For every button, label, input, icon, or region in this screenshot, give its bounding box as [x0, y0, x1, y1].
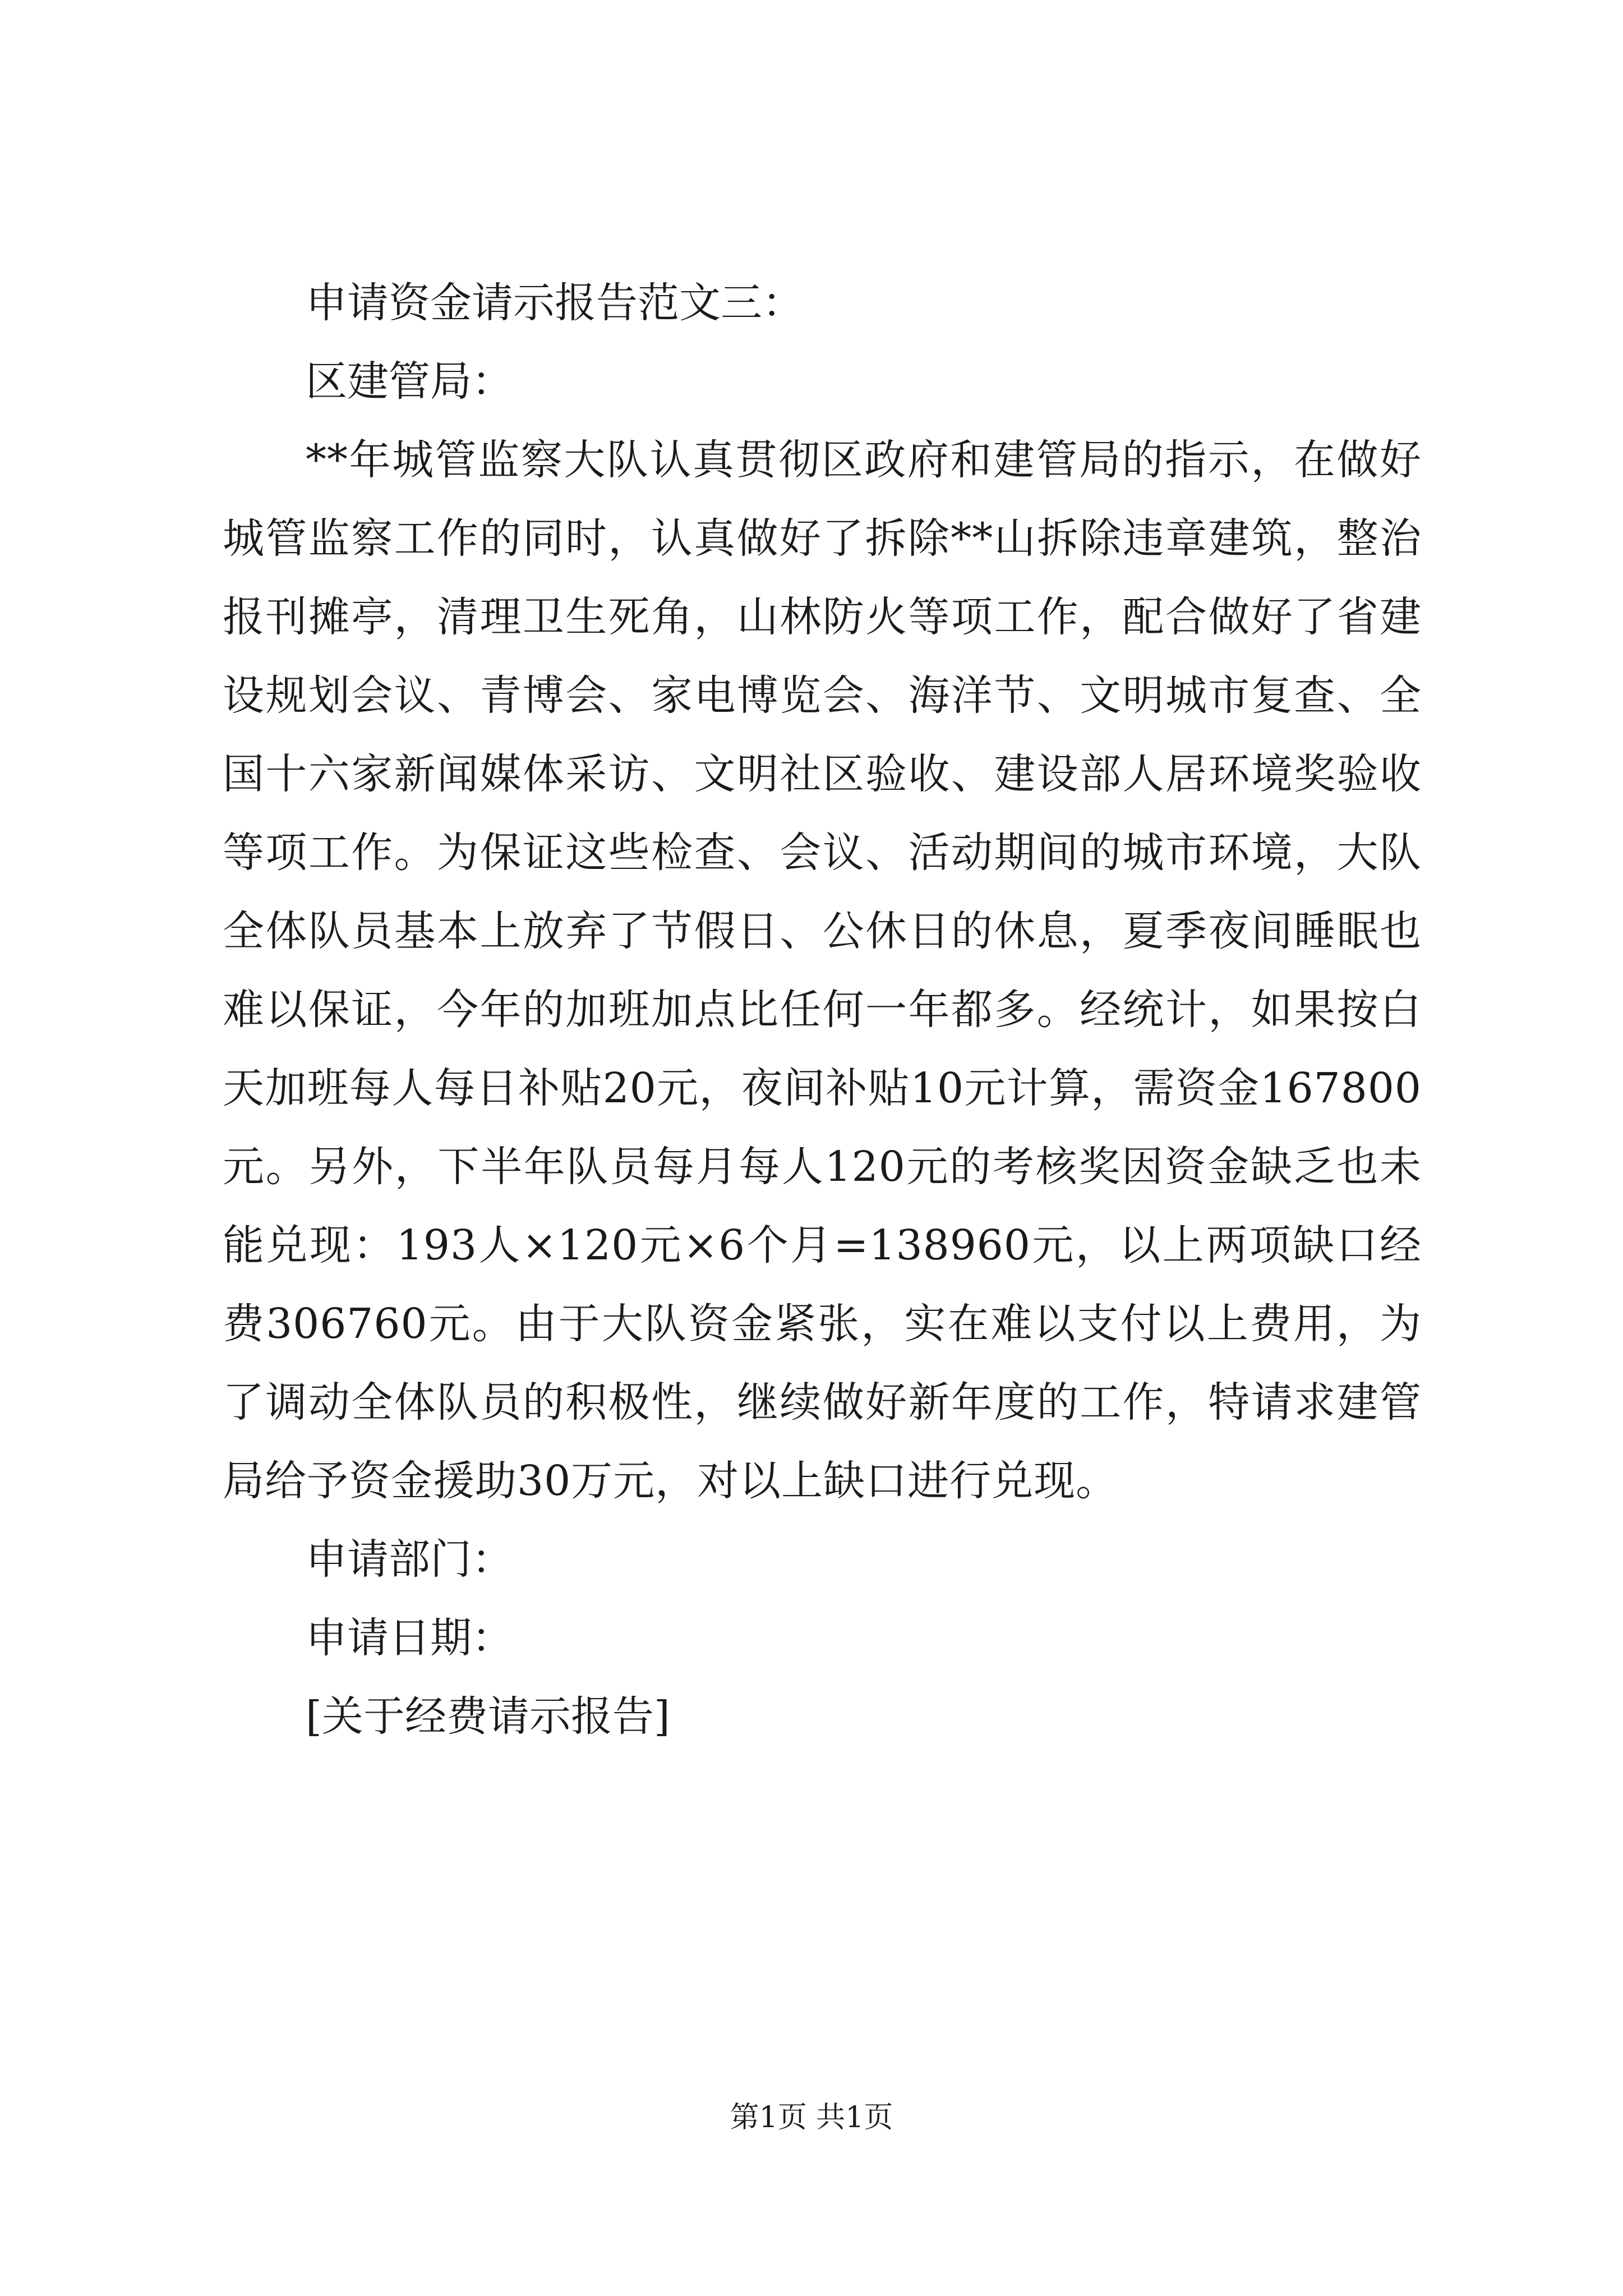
- document-tag: [关于经费请示报告]: [306, 1692, 670, 1741]
- date-label: 申请日期：: [306, 1614, 513, 1662]
- department-label: 申请部门：: [306, 1535, 513, 1584]
- document-content: [223, 264, 1422, 1756]
- page-number: 第1页 共1页: [730, 2101, 893, 2134]
- addressee: 区建管局：: [306, 357, 513, 406]
- document-heading: 申请资金请示报告范文三：: [306, 279, 804, 327]
- body-paragraph: **年城管监察大队认真贯彻区政府和建管局的指示，在做好城管监察工作的同时，认真做好了拆除**山拆除违章建筑，整治报刊摊亭，清理卫生死角，山林防火等项工作，配合做好了省建设规划会议、青博会、家电博览会、海洋节、文明城市复查、全国十六家新闻媒体采访、文明社区验收、建设部人居环境奖验收等项工作。为保证这些检查、会议、活动期间的城市环境，大队全体队员基本上放弃了节假日、公休日的休息，夏季夜间睡眠也难以保证，今年的加班加点比任何一年都多。经统计，如果按白天加班每人每日补贴20元，夜间补贴10元计算，需资金167800元。另外，下半年队员每月每人120元的考核奖因资金缺乏也未能兑现：193人×120元×6个月=138960元，以上两项缺口经费306760元。由于大队资金紧张，实在难以支付以上费用，为了调动全体队员的积极性，继续做好新年度的工作，特请求建管局给予资金援助30万元，对以上缺口进行兑现。: [223, 436, 1422, 1505]
